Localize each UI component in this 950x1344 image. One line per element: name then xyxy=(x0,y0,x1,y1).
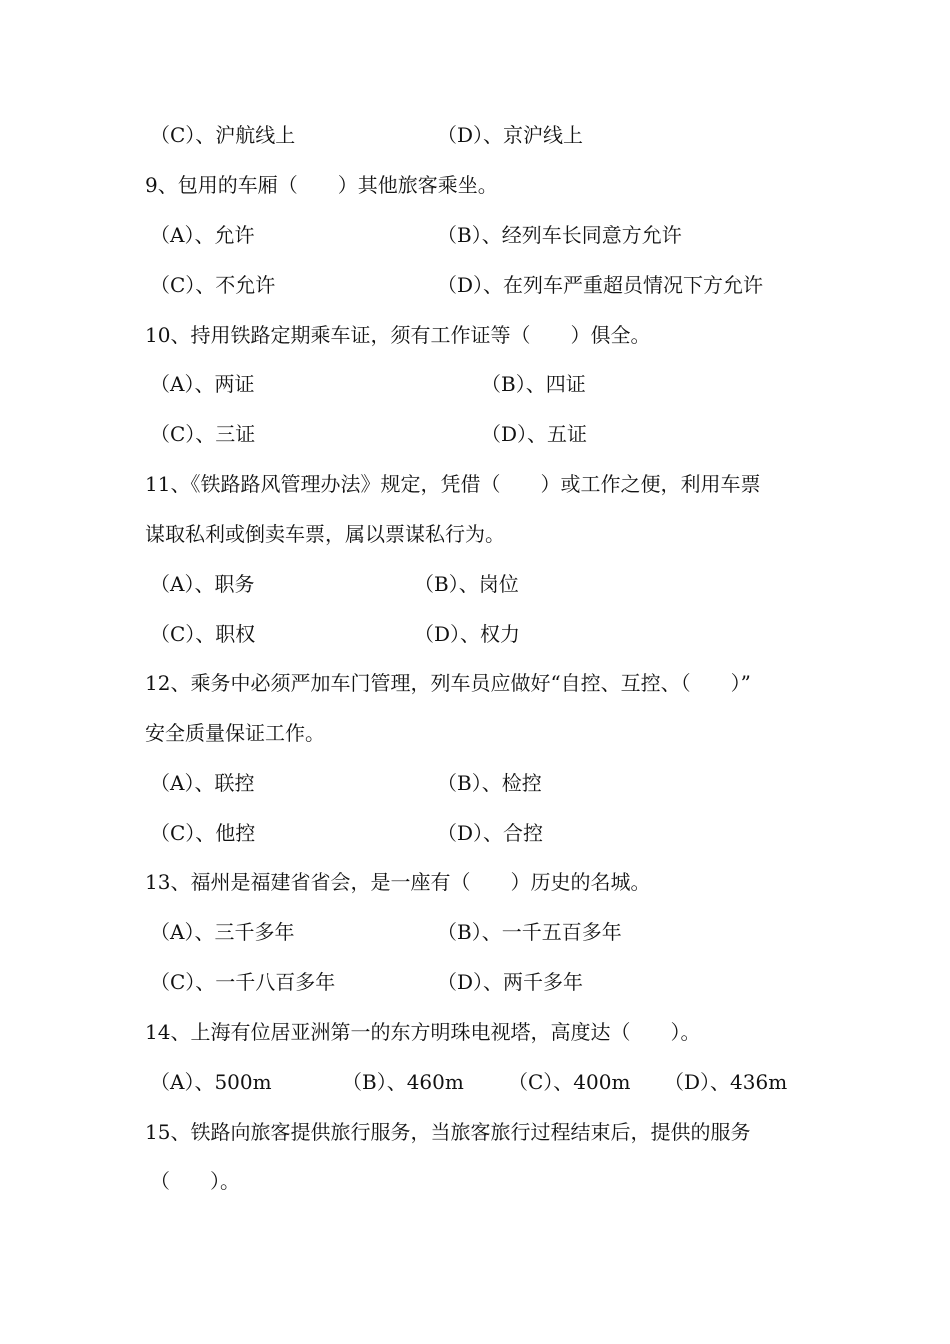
option-row xyxy=(0,912,950,952)
option-b: （B）、经列车长同意方允许 xyxy=(437,223,682,247)
question-15-continued xyxy=(0,1161,950,1201)
option-d: （D）、权力 xyxy=(414,622,521,646)
option-row xyxy=(0,614,950,654)
question-9 xyxy=(0,165,950,205)
option-d: （D）、京沪线上 xyxy=(437,123,584,147)
option-c: （C）、不允许 xyxy=(150,273,276,297)
option-a: （A）、允许 xyxy=(150,223,255,247)
option-d: （D）、436m xyxy=(664,1070,788,1094)
question-text-line-1: 15、铁路向旅客提供旅行服务，当旅客旅行过程结束后，提供的服务 xyxy=(145,1120,751,1144)
option-b: （B）、460m xyxy=(342,1070,464,1094)
option-c: （C）、三证 xyxy=(150,422,256,446)
option-row xyxy=(0,813,950,853)
option-row xyxy=(0,564,950,604)
question-15 xyxy=(0,1112,950,1152)
option-row xyxy=(0,1062,950,1102)
option-row xyxy=(0,215,950,255)
option-b: （B）、四证 xyxy=(481,372,586,396)
option-d: （D）、五证 xyxy=(481,422,588,446)
question-text-line-2: 谋取私利或倒卖车票，属以票谋私行为。 xyxy=(145,522,505,546)
option-row xyxy=(0,115,950,155)
option-c: （C）、一千八百多年 xyxy=(150,970,336,994)
option-b: （B）、一千五百多年 xyxy=(437,920,622,944)
question-11-continued xyxy=(0,514,950,554)
question-14 xyxy=(0,1012,950,1052)
option-c: （C）、400m xyxy=(508,1070,631,1094)
option-c: （C）、职权 xyxy=(150,622,256,646)
question-text-line-2: 安全质量保证工作。 xyxy=(145,721,325,745)
option-c: （C）、他控 xyxy=(150,821,256,845)
question-text: 14、上海有位居亚洲第一的东方明珠电视塔，高度达（ ）。 xyxy=(145,1020,701,1044)
question-12-continued xyxy=(0,713,950,753)
option-d: （D）、在列车严重超员情况下方允许 xyxy=(437,273,764,297)
option-row xyxy=(0,265,950,305)
option-a: （A）、两证 xyxy=(150,372,255,396)
option-row xyxy=(0,763,950,803)
question-13 xyxy=(0,862,950,902)
question-text-line-1: 11、《铁路路风管理办法》规定，凭借（ ）或工作之便，利用车票 xyxy=(145,472,761,496)
option-b: （B）、检控 xyxy=(437,771,542,795)
question-text-line-1: 12、乘务中必须严加车门管理，列车员应做好“自控、互控、（ ）” xyxy=(145,671,751,695)
question-text: 9、包用的车厢（ ）其他旅客乘坐。 xyxy=(145,173,498,197)
option-b: （B）、岗位 xyxy=(414,572,519,596)
question-text: 13、福州是福建省省会，是一座有（ ）历史的名城。 xyxy=(145,870,651,894)
question-text: 10、持用铁路定期乘车证，须有工作证等（ ）俱全。 xyxy=(145,323,651,347)
option-row xyxy=(0,414,950,454)
question-10 xyxy=(0,315,950,355)
option-c: （C）、沪航线上 xyxy=(150,123,296,147)
option-d: （D）、合控 xyxy=(437,821,544,845)
question-text-line-2: （ ）。 xyxy=(150,1169,240,1193)
option-d: （D）、两千多年 xyxy=(437,970,584,994)
option-row xyxy=(0,364,950,404)
option-a: （A）、三千多年 xyxy=(150,920,295,944)
option-a: （A）、职务 xyxy=(150,572,255,596)
option-a: （A）、500m xyxy=(150,1070,272,1094)
option-a: （A）、联控 xyxy=(150,771,255,795)
question-11 xyxy=(0,464,950,504)
question-12 xyxy=(0,663,950,703)
option-row xyxy=(0,962,950,1002)
